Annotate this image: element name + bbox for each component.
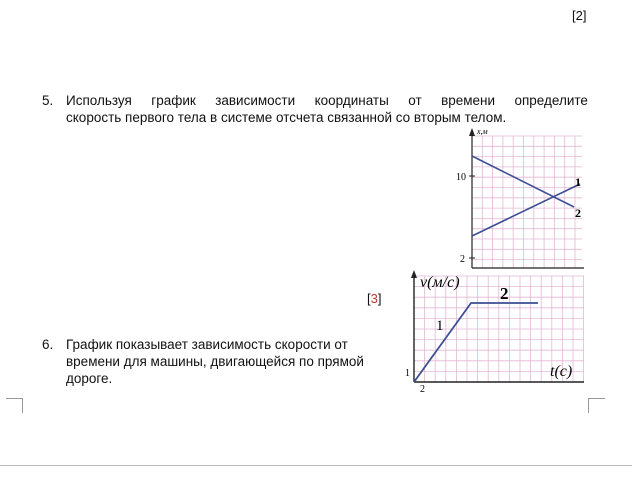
graph-velocity-time (400, 266, 588, 396)
graph2-x-label: t(с) (550, 363, 573, 380)
graph1-y-arrow (469, 128, 475, 136)
question-5-word: определите (514, 93, 588, 108)
graph2-tick-x: 2 (420, 384, 425, 395)
marks-q4: [2] (572, 8, 587, 23)
graph1-line-1 (472, 184, 580, 236)
question-5-text-line2: скорость первого тела в системе отсчета связанной со вторым телом. (66, 110, 507, 125)
question-5-text-line1 (66, 92, 588, 109)
graph1-line-2 (472, 156, 574, 207)
graph1-tick-label-2: 2 (460, 254, 465, 265)
graph1-label-line-1: 1 (575, 175, 581, 189)
question-6-text: График показывает зависимость скорости от времени для машины, двигающейся по прямой дороге. (66, 337, 364, 386)
graph1-label-line-2: 2 (575, 206, 581, 220)
graph2-label-segment-1: 1 (436, 318, 444, 334)
question-5-word: от (408, 93, 422, 108)
marks-q5-value: 3 (370, 291, 378, 306)
page-divider (0, 465, 632, 466)
graph2-y-arrow (411, 270, 417, 278)
question-5-word: координаты (314, 93, 389, 108)
graph2-velocity-line (414, 303, 538, 382)
question-5-word: времени (441, 93, 496, 108)
graph2-label-segment-2: 2 (500, 284, 509, 303)
question-5-number: 5. (42, 93, 54, 108)
page-corner-left (6, 398, 23, 413)
question-5-word: график (151, 93, 196, 108)
graph-coordinate-time (458, 126, 586, 278)
marks-q5 (367, 291, 381, 306)
graph2-tick-y: 1 (405, 368, 410, 379)
graph1-y-label: x,м (477, 127, 488, 136)
page-corner-right (588, 398, 605, 413)
question-6-number: 6. (42, 337, 54, 352)
question-5-word: Используя (66, 93, 132, 108)
marks-q5-open: [ (367, 291, 371, 306)
graph2-y-label: v(м/с) (420, 274, 460, 291)
graph1-tick-label-10: 10 (456, 172, 466, 183)
marks-q5-close: ] (377, 291, 382, 306)
question-5-word: зависимости (215, 93, 296, 108)
